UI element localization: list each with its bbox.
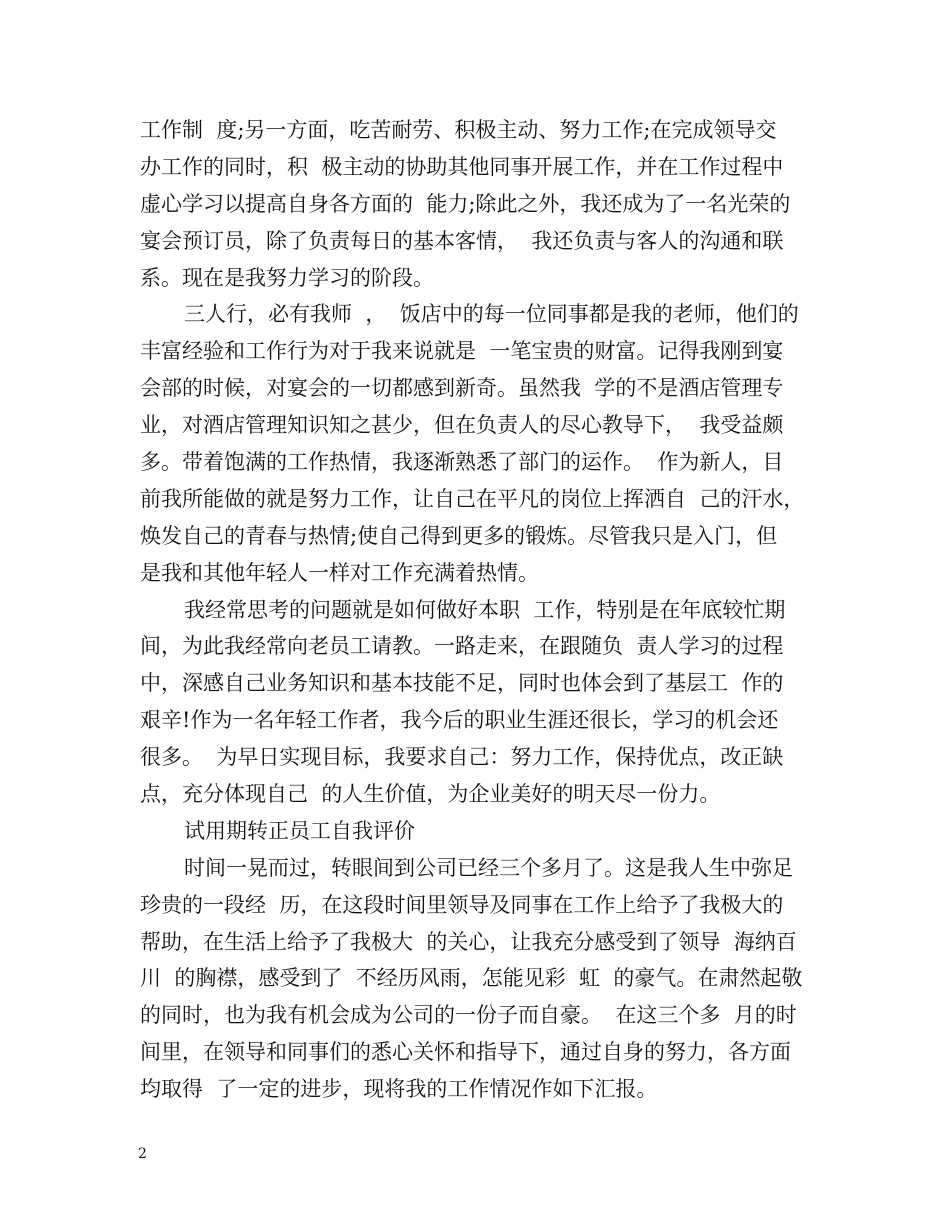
paragraph-first-line: 时间一晃而过，转眼间到公司已经三个多月了。这是我人生中弥足	[184, 855, 793, 880]
text-line: 系。现在是我努力学习的阶段。	[140, 265, 434, 290]
text-line: 多。带着饱满的工作热情，我逐渐熟悉了部门的运作。 作为新人，目	[140, 450, 784, 475]
text-line: 会部的时候，对宴会的一切都感到新奇。虽然我 学的不是酒店管理专	[140, 376, 784, 401]
body-text	[140, 112, 816, 1108]
text-line: 虚心学习以提高自身各方面的 能力;除此之外，我还成为了一名光荣的	[140, 191, 791, 216]
text-line: 工作制 度;另一方面，吃苦耐劳、积极主动、努力工作;在完成领导交	[140, 118, 777, 142]
text-line: 中，深感自己业务知识和基本技能不足，同时也体会到了基层工 作的	[140, 671, 784, 696]
text-line: 帮助，在生活上给予了我极大 的关心，让我充分感受到了领导 海纳百	[140, 929, 797, 954]
text-line: 丰富经验和工作行为对于我来说就是 一笔宝贵的财富。记得我刚到宴	[140, 339, 784, 364]
text-line: 川 的胸襟，感受到了 不经历风雨，怎能见彩 虹 的豪气。在肃然起敬	[140, 966, 803, 991]
text-line: 前我所能做的就是努力工作，让自己在平凡的岗位上挥洒自 己的汗水，	[140, 486, 805, 511]
text-line: 点，充分体现自己 的人生价值，为企业美好的明天尽一份力。	[140, 782, 721, 807]
text-line: 宴会预订员，除了负责每日的基本客情， 我还负责与客人的沟通和联	[140, 228, 784, 253]
text-line: 很多。 为早日实现目标，我要求自己：努力工作，保持优点，改正缺	[140, 745, 784, 770]
text-line: 办工作的同时，积 极主动的协助其他同事开展工作，并在工作过程中	[140, 154, 784, 179]
text-line: 业，对酒店管理知识知之甚少，但在负责人的尽心教导下， 我受益颇	[140, 413, 784, 438]
text-line: 间里，在领导和同事们的悉心关怀和指导下，通过自身的努力，各方面	[140, 1040, 791, 1065]
text-line: 的同时，也为我有机会成为公司的一份子而自豪。 在这三个多 月的时	[140, 1003, 797, 1028]
text-line: 间，为此我经常向老员工请教。一路走来，在跟随负 责人学习的过程	[140, 634, 784, 659]
text-line: 焕发自己的青春与热情;使自己得到更多的锻炼。尽管我只是入门，但	[140, 523, 778, 548]
text-line: 是我和其他年轻人一样对工作充满着热情。	[140, 560, 539, 585]
section-heading: 试用期转正员工自我评价	[184, 818, 415, 843]
page-number: 2	[138, 1146, 147, 1162]
paragraph-first-line: 三人行，必有我师 ， 饭店中的每一位同事都是我的老师，他们的	[184, 302, 799, 327]
text-line: 珍贵的一段经 历，在这段时间里领导及同事在工作上给予了我极大的	[140, 892, 784, 917]
paragraph-first-line: 我经常思考的问题就是如何做好本职 工作，特别是在年底较忙期	[184, 597, 786, 622]
text-line: 艰辛!作为一名年轻工作者，我今后的职业生涯还很长，学习的机会还	[140, 708, 779, 733]
text-line: 均取得 了一定的进步，现将我的工作情况作如下汇报。	[140, 1077, 658, 1102]
